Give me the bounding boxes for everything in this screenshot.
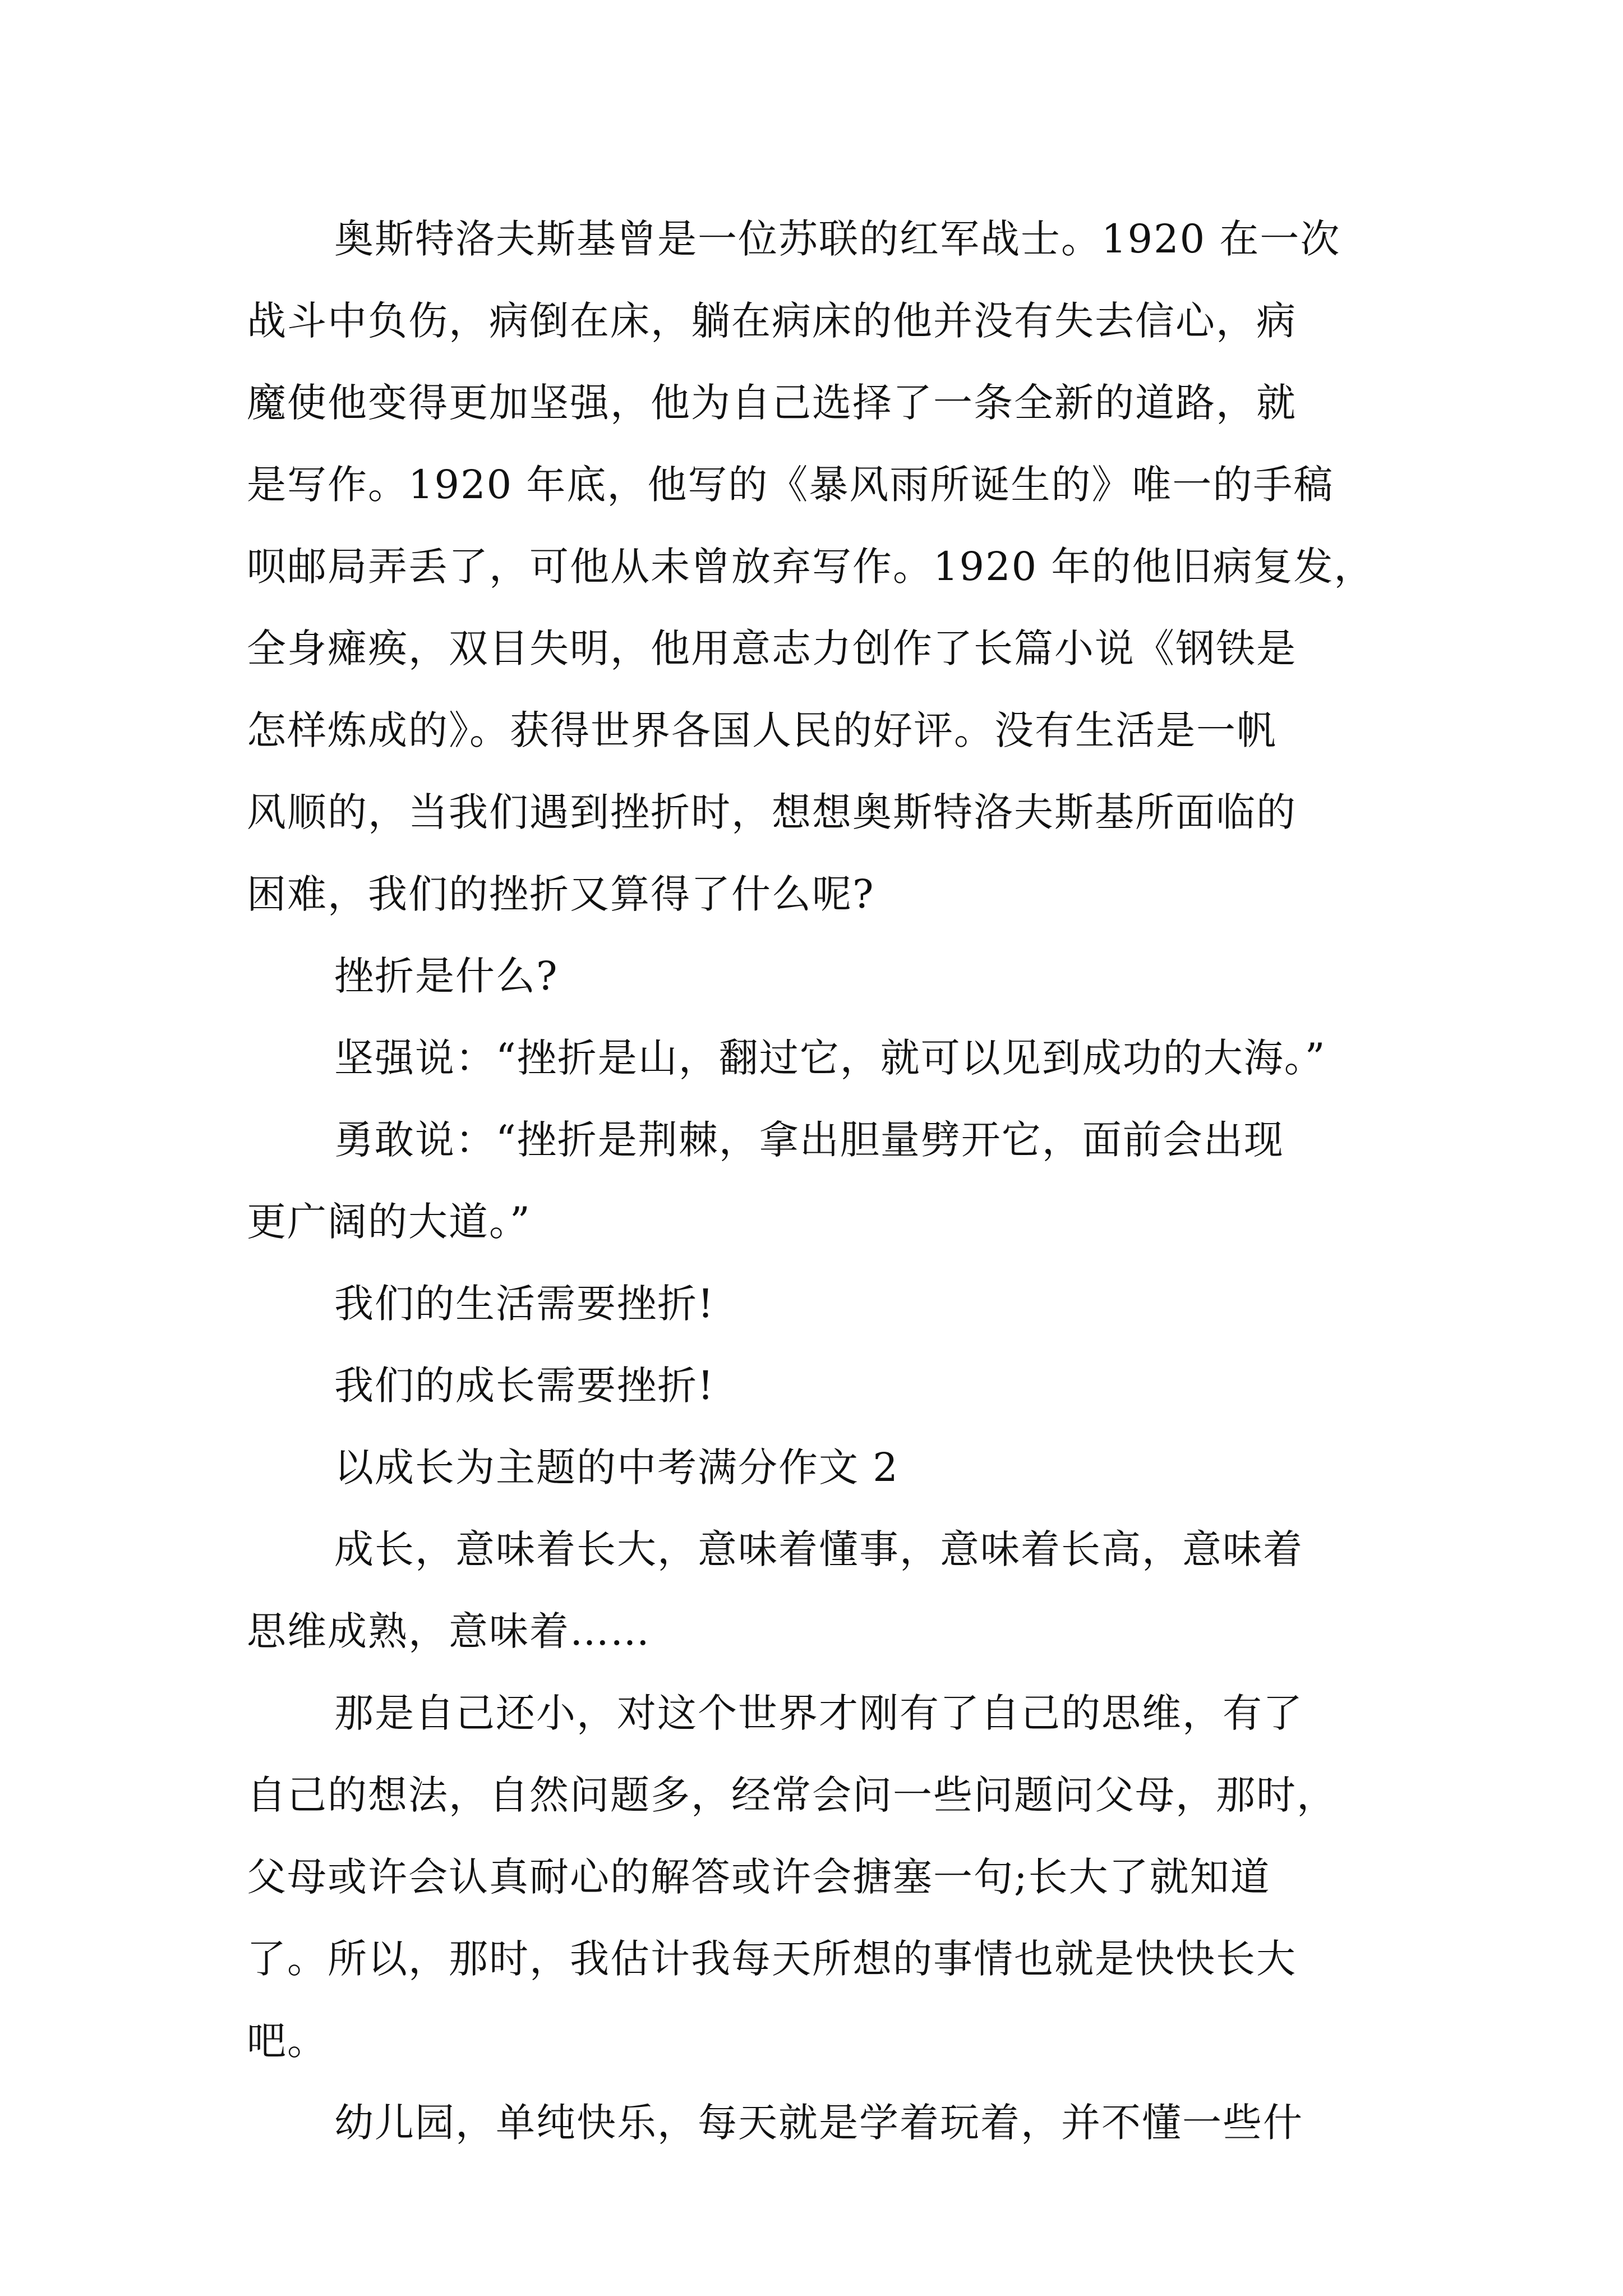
text-line: 坚强说：“挫折是山，翻过它，就可以见到成功的大海。” [334,1035,1326,1081]
text-line: 全身瘫痪，双目失明，他用意志力创作了长篇小说《钢铁是 [247,625,1297,671]
text-line: 勇敢说：“挫折是荆棘，拿出胆量劈开它，面前会出现 [334,1117,1284,1163]
text-line: 吧。 [247,2018,328,2064]
text-line: 战斗中负伤，病倒在床，躺在病床的他并没有失去信心，病 [247,298,1297,344]
text-line: 我们的成长需要挫折! [334,1363,715,1409]
text-line: 那是自己还小，对这个世界才刚有了自己的思维，有了 [334,1690,1303,1736]
text-line: 呗邮局弄丢了，可他从未曾放弃写作。1920 年的他旧病复发， [247,544,1375,590]
text-line: 更广阔的大道。” [247,1199,531,1245]
text-line: 困难，我们的挫折又算得了什么呢? [247,871,875,917]
text-line: 魔使他变得更加坚强，他为自己选择了一条全新的道路，就 [247,380,1297,426]
text-line: 怎样炼成的》。获得世界各国人民的好评。没有生活是一帆 [247,707,1277,753]
text-line: 幼儿园，单纯快乐，每天就是学着玩着，并不懂一些什 [334,2100,1303,2146]
text-line: 思维成熟，意味着…… [247,1608,651,1654]
text-line: 自己的想法，自然问题多，经常会问一些问题问父母，那时， [247,1772,1337,1818]
text-line: 是写作。1920 年底，他写的《暴风雨所诞生的》唯一的手稿 [247,462,1334,508]
text-line: 我们的生活需要挫折! [334,1281,715,1327]
text-line: 挫折是什么? [334,953,559,999]
section-heading: 以成长为主题的中考满分作文 2 [334,1444,899,1490]
text-line: 风顺的，当我们遇到挫折时，想想奥斯特洛夫斯基所面临的 [247,789,1297,835]
text-line: 成长，意味着长大，意味着懂事，意味着长高，意味着 [334,1526,1303,1572]
text-line: 了。所以，那时，我估计我每天所想的事情也就是快快长大 [247,1936,1297,1982]
text-line: 父母或许会认真耐心的解答或许会搪塞一句;长大了就知道 [247,1854,1271,1900]
text-line: 奥斯特洛夫斯基曾是一位苏联的红军战士。1920 在一次 [334,216,1341,262]
